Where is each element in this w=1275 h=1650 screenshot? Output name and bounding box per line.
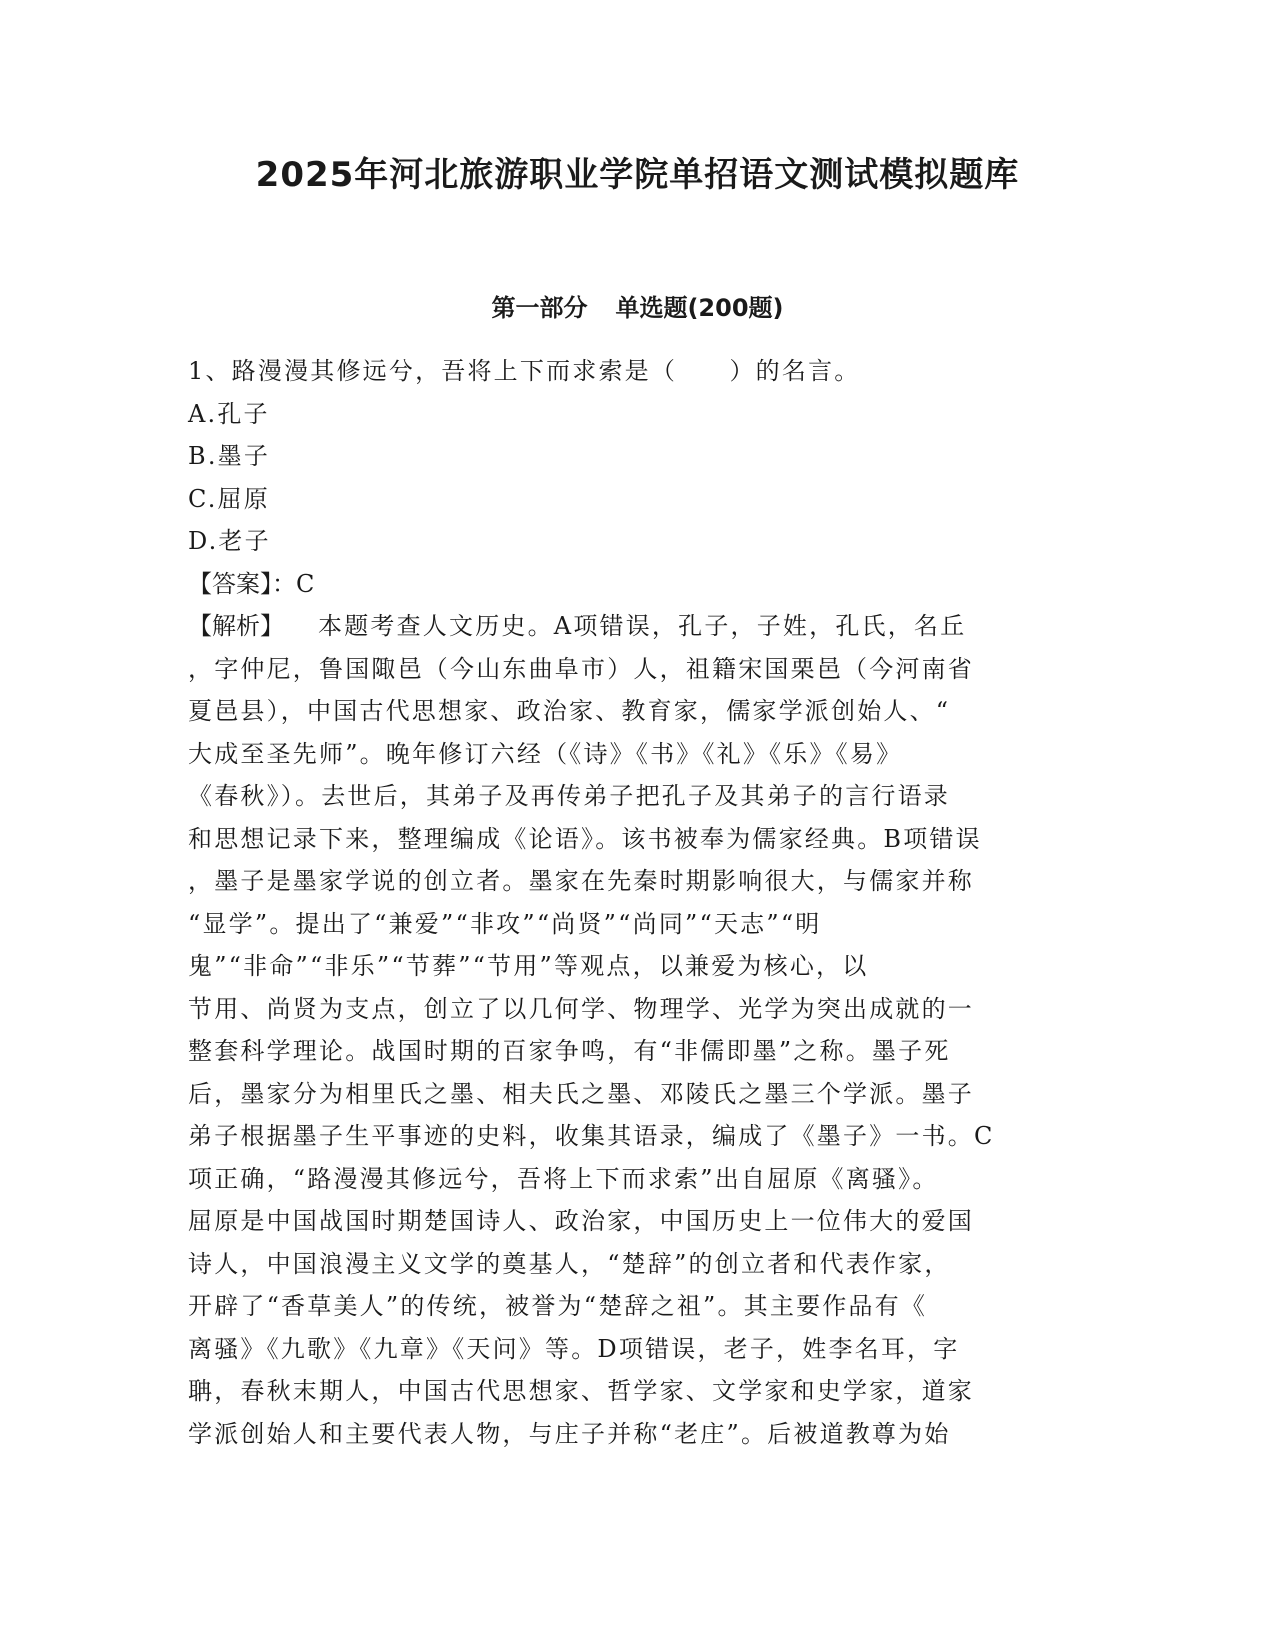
analysis-line: ，字仲尼，鲁国陬邑（今山东曲阜市）人，祖籍宋国栗邑（今河南省 xyxy=(188,654,974,683)
analysis-line: 聃，春秋末期人，中国古代思想家、哲学家、文学家和史学家，道家 xyxy=(188,1377,974,1405)
analysis-line: 整套科学理论。战国时期的百家争鸣，有“非儒即墨”之称。墨子死 xyxy=(188,1037,951,1065)
analysis-line: 学派创始人和主要代表人物，与庄子并称“老庄”。后被道教尊为始 xyxy=(188,1419,951,1448)
answer-line xyxy=(188,563,1088,606)
document-title: 2025年河北旅游职业学院单招语文测试模拟题库 xyxy=(255,155,1020,195)
option-b: B.墨子 xyxy=(188,442,271,470)
option-c: C.屈原 xyxy=(188,484,270,513)
section-part: 第一部分 xyxy=(491,294,588,322)
analysis-line: 后，墨家分为相里氏之墨、相夫氏之墨、邓陵氏之墨三个学派。墨子 xyxy=(188,1079,974,1108)
analysis-line: 大成至圣先师”。晚年修订六经（《诗》《书》《礼》《乐》《易》 xyxy=(188,739,903,768)
analysis-line: 夏邑县），中国古代思想家、政治家、教育家，儒家学派创始人、“ xyxy=(188,697,951,725)
option-d: D.老子 xyxy=(188,527,271,555)
analysis-line: 节用、尚贤为支点，创立了以几何学、物理学、光学为突出成就的一 xyxy=(188,994,974,1023)
analysis-line: 屈原是中国战国时期楚国诗人、政治家，中国历史上一位伟大的爱国 xyxy=(188,1207,974,1235)
option-a: A.孔子 xyxy=(188,399,270,428)
analysis-line: 弟子根据墨子生平事迹的史料，收集其语录，编成了《墨子》一书。C xyxy=(188,1122,995,1150)
analysis-label: 【解析】 xyxy=(188,612,284,640)
answer-value: C xyxy=(296,569,317,598)
analysis-line: 《春秋》）。去世后，其弟子及再传弟子把孔子及其弟子的言行语录 xyxy=(188,782,950,810)
section-name: 单选题(200题) xyxy=(615,294,784,322)
analysis-line: “显学”。提出了“兼爱”“非攻”“尚贤”“尚同”“天志”“明 xyxy=(188,909,822,938)
analysis-line: ，墨子是墨家学说的创立者。墨家在先秦时期影响很大，与儒家并称 xyxy=(188,867,974,895)
analysis-first-line xyxy=(188,605,1088,648)
question-stem: 1、路漫漫其修远兮，吾将上下而求索是（ ）的名言。 xyxy=(188,357,861,385)
analysis-line: 诗人，中国浪漫主义文学的奠基人，“楚辞”的创立者和代表作家， xyxy=(188,1249,951,1278)
analysis-line: 离骚》《九歌》《九章》《天问》等。D项错误，老子，姓李名耳，字 xyxy=(188,1334,960,1363)
answer-label: 【答案】： xyxy=(188,569,296,598)
analysis-line: 鬼”“非命”“非乐”“节葬”“节用”等观点，以兼爱为核心，以 xyxy=(188,952,869,980)
question-block xyxy=(188,350,1088,1455)
analysis-line: 本题考查人文历史。A项错误，孔子，子姓，孔氏，名丘 xyxy=(318,612,967,640)
analysis-line: 开辟了“香草美人”的传统，被誉为“楚辞之祖”。其主要作品有《 xyxy=(188,1292,928,1320)
analysis-line: 和思想记录下来，整理编成《论语》。该书被奉为儒家经典。B项错误 xyxy=(188,824,982,853)
analysis-line: 项正确，“路漫漫其修远兮，吾将上下而求索”出自屈原《离骚》。 xyxy=(188,1164,939,1193)
section-heading xyxy=(0,290,1275,326)
